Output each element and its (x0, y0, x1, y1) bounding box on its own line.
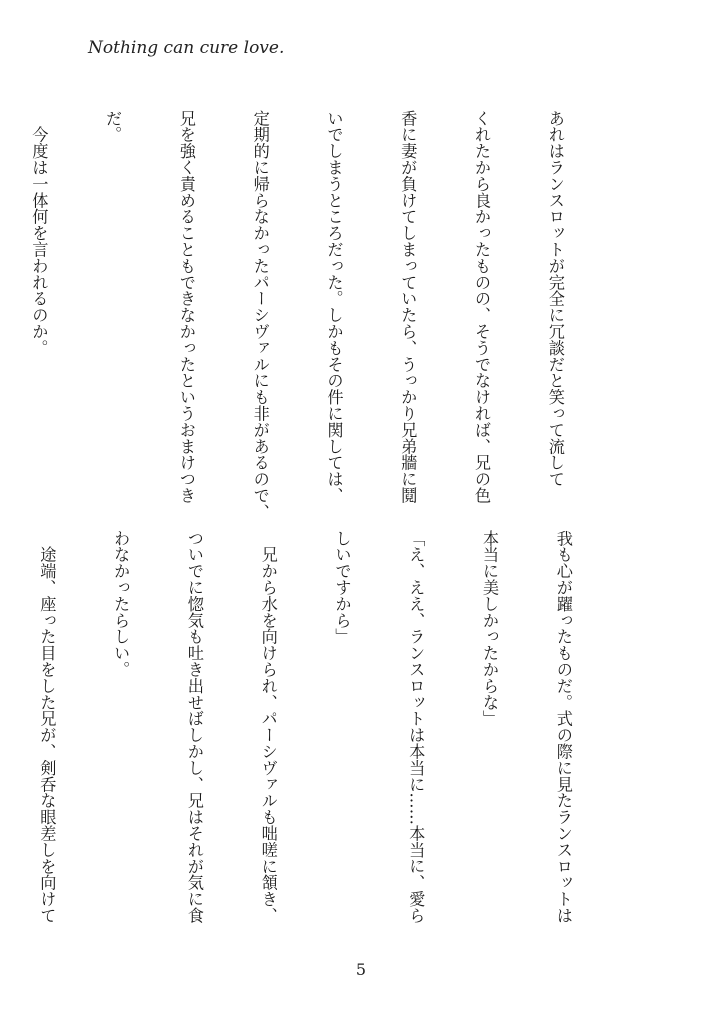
text-line: あれはランスロットが完全に冗談だと笑って流して (545, 110, 565, 488)
text-line: 定期的に帰らなかったパーシヴァルにも非があるので、 (250, 110, 270, 520)
text-line: 香に妻が負けてしまっていたら、うっかり兄弟牆に鬩 (398, 110, 418, 504)
text-line: 兄を強く責めることもできなかったというおまけつき (176, 110, 196, 504)
text-line: 「え、ええ、ランスロットは本当に……本当に、愛ら (406, 530, 426, 924)
text-line: いでしまうところだった。しかもその件に関しては、 (324, 110, 344, 504)
text-block-top (0, 110, 616, 520)
header-title: Nothing can cure love. (88, 38, 285, 58)
text-line: 我も心が躍ったものだ。式の際に見たランスロットは (553, 530, 573, 924)
text-line: ついでに惚気も吐き出せばしかし、兄はそれが気に食 (184, 530, 204, 924)
text-line: くれたから良かったものの、そうでなければ、兄の色 (472, 110, 492, 504)
page-number: 5 (355, 960, 367, 979)
text-line: 本当に美しかったからな」 (480, 530, 500, 727)
text-line: だ。 (103, 110, 123, 143)
text-line: 今度は一体何を言われるのか。 (29, 110, 49, 356)
text-line: 途端、座った目をした兄が、剣呑な眼差しを向けて (37, 530, 57, 924)
text-line: しいですから」 (332, 530, 352, 645)
text-line: 兄から水を向けられ、パーシヴァルも咄嗟に頷き、 (258, 530, 278, 924)
text-line: わなかったらしい。 (111, 530, 131, 678)
text-block-bottom (0, 530, 624, 925)
